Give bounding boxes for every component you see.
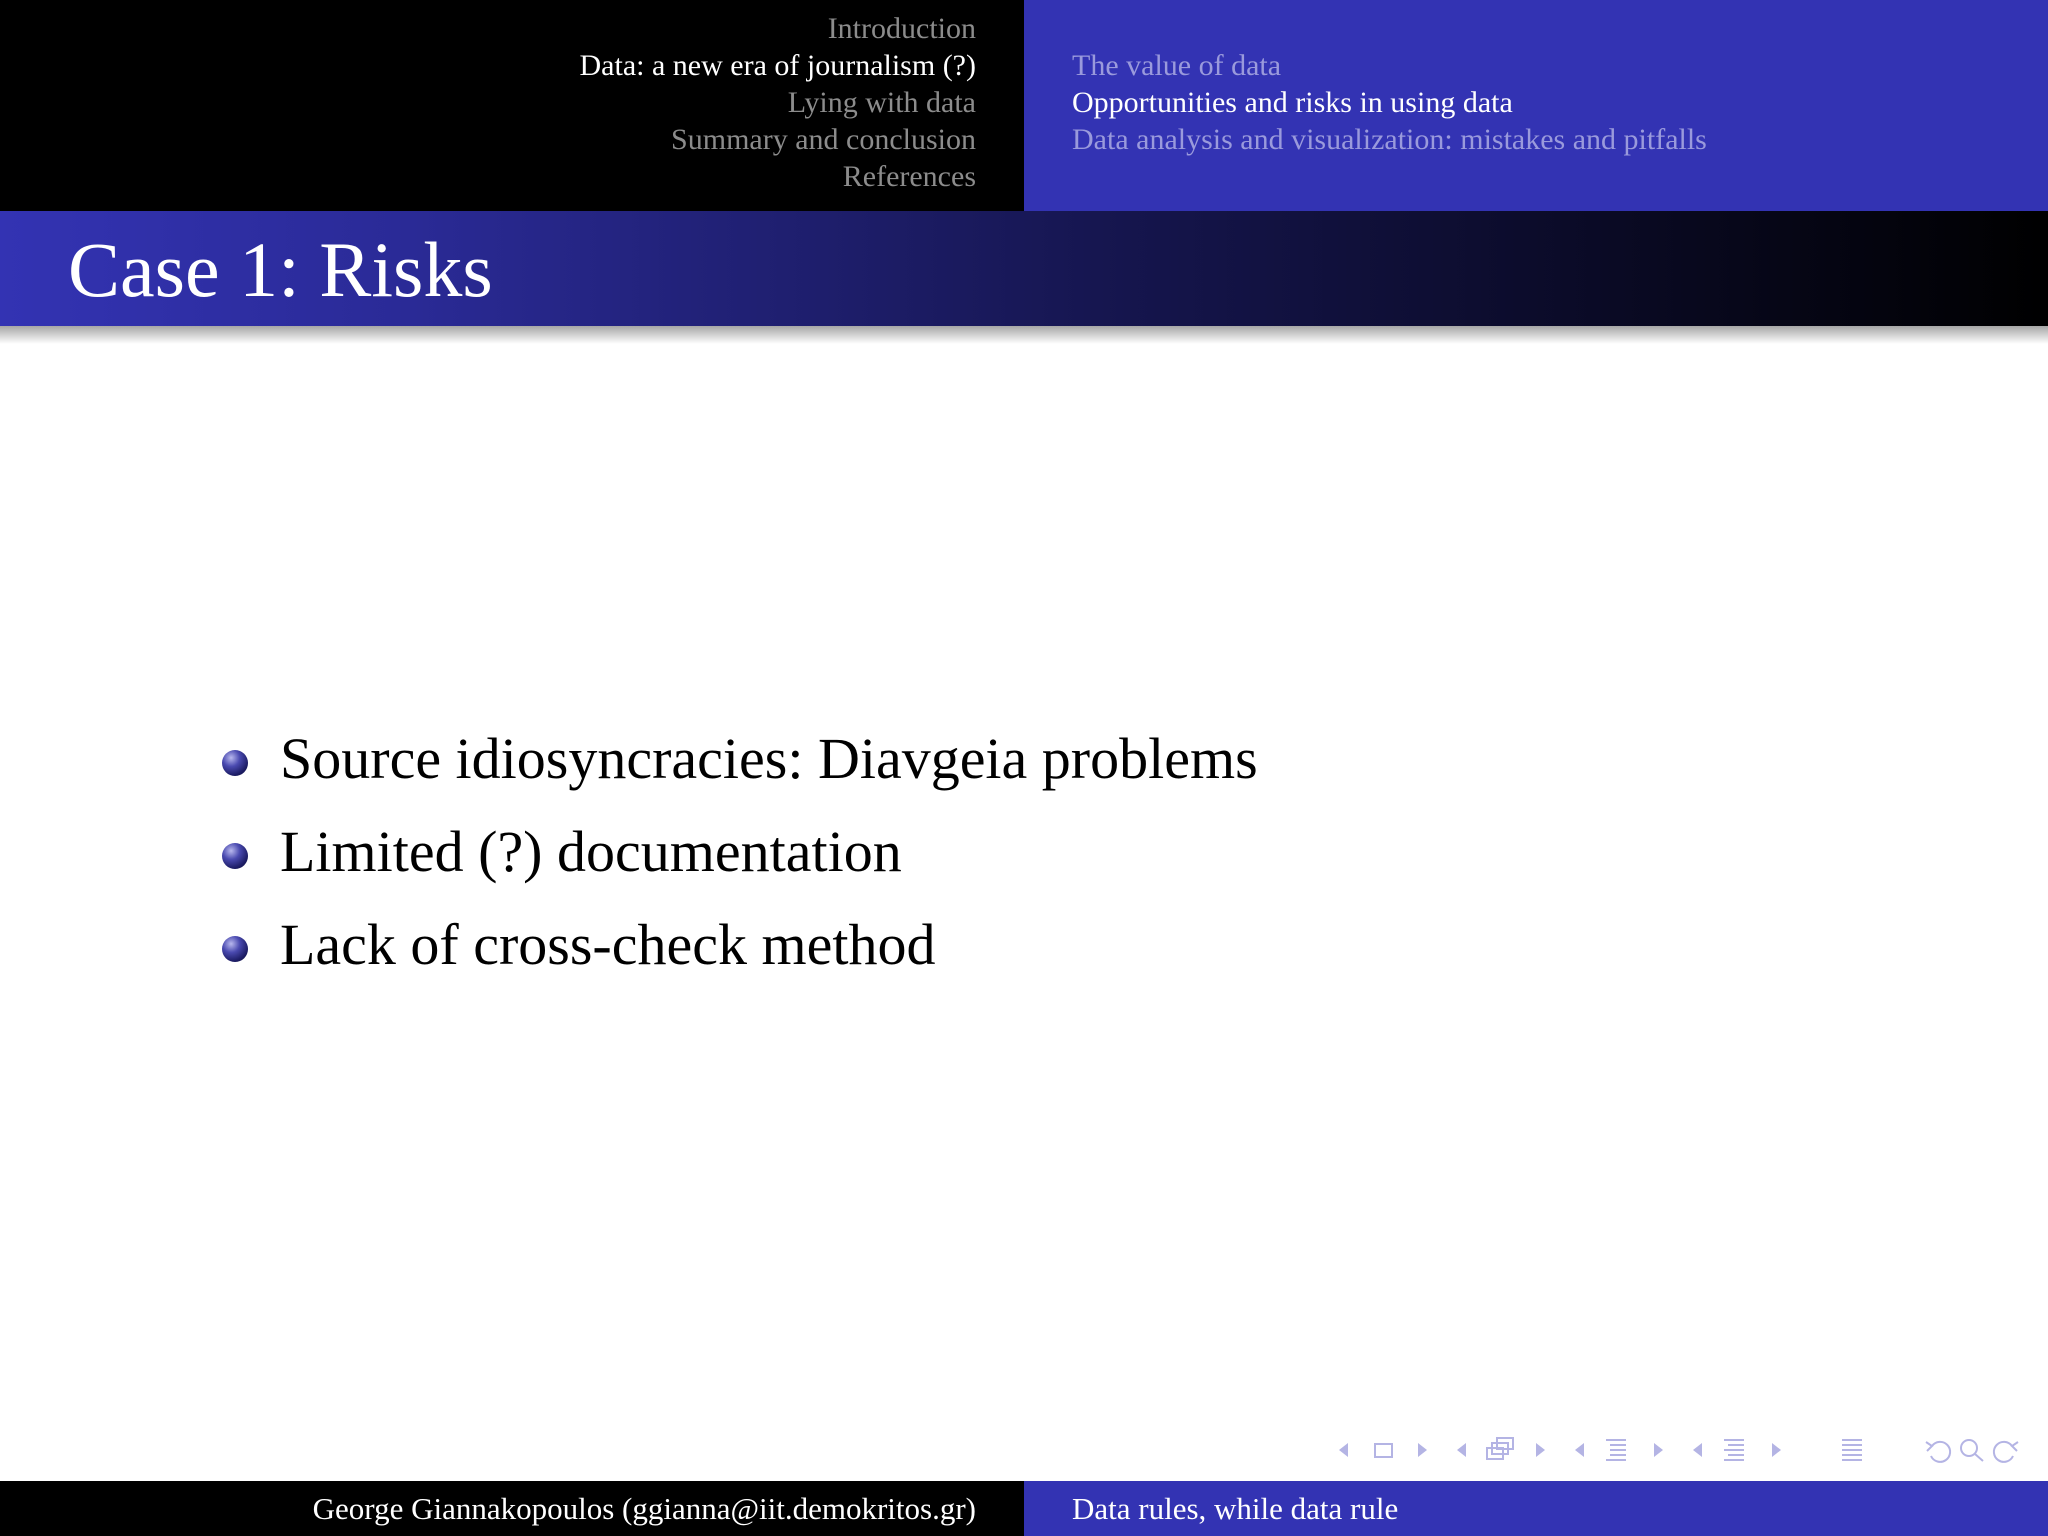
nav-subsection-value-of-data[interactable]: The value of data	[1072, 49, 1282, 82]
nav-subsection-opportunities-risks[interactable]: Opportunities and risks in using data	[1072, 86, 1513, 119]
list-item	[222, 898, 1258, 991]
footer-title-panel	[1024, 1481, 2048, 1536]
title-bar-shadow	[0, 326, 2048, 344]
prev-slide-icon[interactable]	[1336, 1434, 1350, 1466]
redo-icon[interactable]	[1990, 1434, 2022, 1466]
list-item	[222, 712, 1258, 805]
bullet-text: Lack of cross-check method	[280, 912, 936, 977]
prev-frame-icon[interactable]	[1454, 1434, 1468, 1466]
nav-section-lying-with-data[interactable]: Lying with data	[787, 86, 976, 119]
header-subsections-panel	[1024, 0, 2048, 211]
subsection-nav	[1072, 47, 1707, 158]
nav-section-summary[interactable]: Summary and conclusion	[671, 123, 976, 156]
next-section-icon[interactable]	[1770, 1434, 1784, 1466]
nav-section-data-new-era[interactable]: Data: a new era of journalism (?)	[579, 49, 976, 82]
bullet-ball-icon	[222, 936, 248, 962]
slide-icon[interactable]	[1372, 1434, 1396, 1466]
document-icon[interactable]	[1838, 1434, 1866, 1466]
bullet-ball-icon	[222, 843, 248, 869]
frame-icon[interactable]	[1484, 1434, 1518, 1466]
bullet-text: Source idiosyncracies: Diavgeia problems	[280, 726, 1258, 791]
next-subsection-icon[interactable]	[1652, 1434, 1666, 1466]
navigation-symbols	[1336, 1434, 2036, 1466]
frame-title: Case 1: Risks	[68, 226, 493, 313]
next-frame-icon[interactable]	[1534, 1434, 1548, 1466]
search-icon[interactable]	[1956, 1434, 1988, 1466]
bullet-text: Limited (?) documentation	[280, 819, 902, 884]
nav-subsection-analysis-pitfalls[interactable]: Data analysis and visualization: mistakes and pitfalls	[1072, 123, 1707, 156]
footer-author-panel	[0, 1481, 1024, 1536]
subsection-icon[interactable]	[1602, 1434, 1630, 1466]
nav-section-introduction[interactable]: Introduction	[827, 12, 976, 45]
prev-section-icon[interactable]	[1690, 1434, 1704, 1466]
bullet-list	[222, 712, 1258, 991]
undo-icon[interactable]	[1922, 1434, 1954, 1466]
prev-subsection-icon[interactable]	[1572, 1434, 1586, 1466]
section-nav	[580, 10, 977, 195]
nav-section-references[interactable]: References	[842, 160, 976, 193]
bullet-ball-icon	[222, 750, 248, 776]
header-sections-panel	[0, 0, 1024, 211]
footer-presentation-title: Data rules, while data rule	[1072, 1491, 1399, 1526]
section-icon[interactable]	[1720, 1434, 1748, 1466]
footer-author: George Giannakopoulos (ggianna@iit.demokritos.gr)	[312, 1491, 976, 1526]
next-slide-icon[interactable]	[1416, 1434, 1430, 1466]
list-item	[222, 805, 1258, 898]
